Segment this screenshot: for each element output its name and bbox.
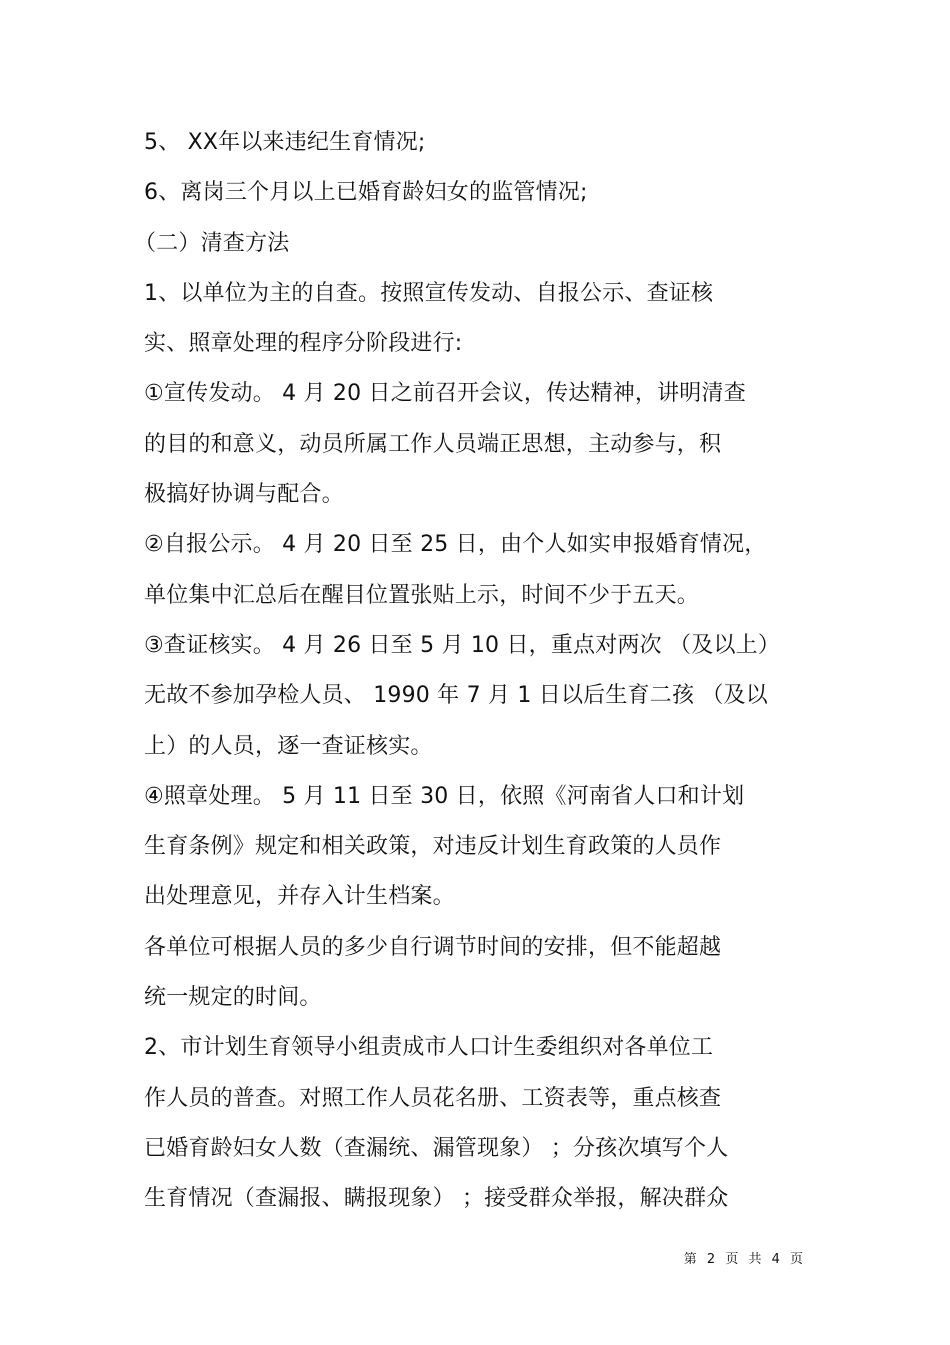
text-line: ④照章处理。 5 月 11 日至 30 日，依照《河南省人口和计划 (144, 783, 745, 809)
text-line: 单位集中汇总后在醒目位置张贴上示，时间不少于五天。 (144, 582, 700, 608)
text-line: 的目的和意义，动员所属工作人员端正思想，主动参与，积 (144, 431, 722, 457)
text-line: 2、市计划生育领导小组责成市人口计生委组织对各单位工 (144, 1035, 714, 1061)
page-number: 第 2 页 共 4 页 (683, 1252, 806, 1267)
text-line: 5、 XX年以来违纪生育情况; (144, 130, 426, 155)
text-line: 极搞好协调与配合。 (144, 482, 344, 508)
text-line: 1、以单位为主的自查。按照宣传发动、自报公示、查证核 (144, 280, 714, 306)
text-line: 6、离岗三个月以上已婚育龄妇女的监管情况; (144, 180, 588, 206)
text-line: 已婚育龄妇女人数（查漏统、漏管现象） ；分孩次填写个人 (144, 1135, 729, 1161)
text-line: 生育情况（查漏报、瞒报现象） ；接受群众举报，解决群众 (144, 1186, 729, 1212)
text-line: 实、照章处理的程序分阶段进行: (144, 331, 463, 357)
text-line: 出处理意见，并存入计生档案。 (144, 884, 455, 910)
document-body (134, 118, 844, 1225)
text-line: ①宣传发动。 4 月 20 日之前召开会议，传达精神，讲明清查 (144, 381, 746, 407)
text-line: 上）的人员，逐一查证核实。 (144, 733, 433, 759)
text-line: 生育条例》规定和相关政策，对违反计划生育政策的人员作 (144, 834, 722, 860)
text-line: 无故不参加孕检人员、 1990 年 7 月 1 日以后生育二孩 （及以 (144, 683, 768, 709)
text-line: ③查证核实。 4 月 26 日至 5 月 10 日，重点对两次 （及以上） (144, 632, 781, 658)
section-heading: （二）清查方法 (134, 230, 290, 256)
text-line: 统一规定的时间。 (144, 985, 322, 1011)
text-line: 作人员的普查。对照工作人员花名册、工资表等，重点核查 (144, 1085, 722, 1111)
text-line: ②自报公示。 4 月 20 日至 25 日，由个人如实申报婚育情况， (144, 532, 767, 558)
text-line: 各单位可根据人员的多少自行调节时间的安排，但不能超越 (144, 934, 722, 960)
